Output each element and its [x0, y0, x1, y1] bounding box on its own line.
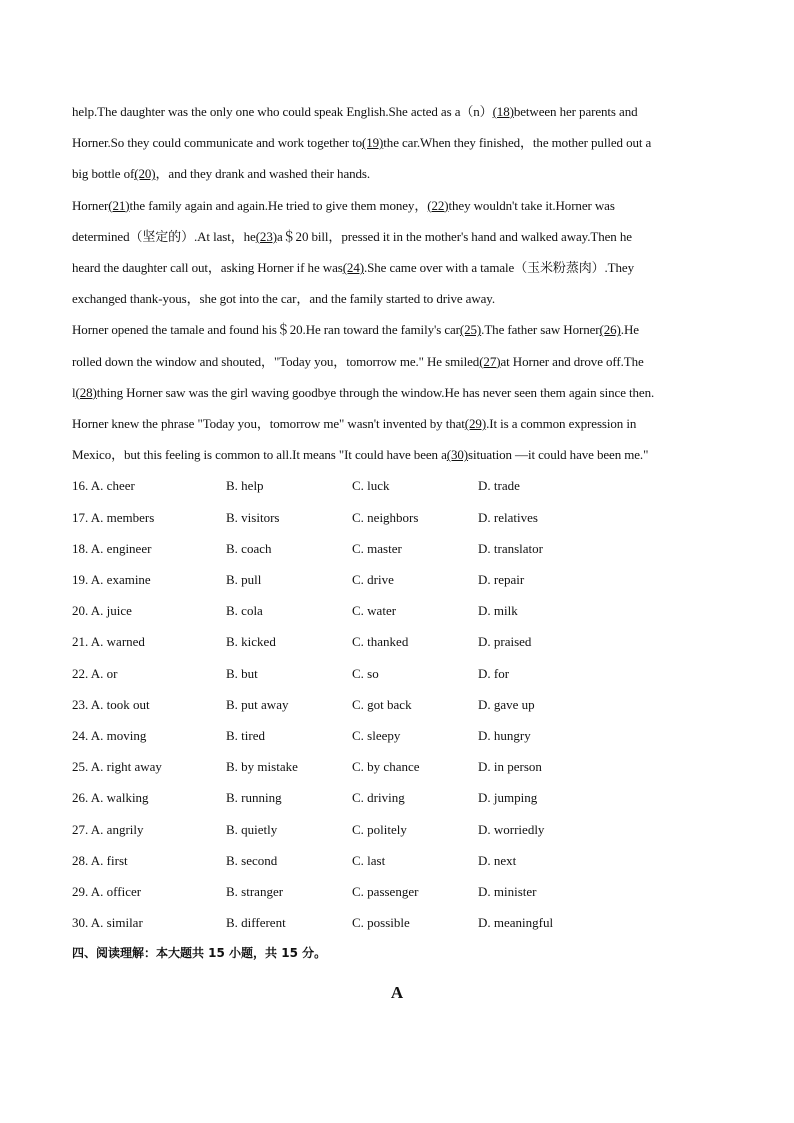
- option-d: D. jumping: [478, 790, 538, 806]
- question-row: [72, 845, 722, 876]
- passage-text: a＄20 bill，pressed it in the mother's hand and walked away.Then he: [276, 228, 632, 244]
- option-a: 16. A. cheer: [72, 478, 135, 494]
- passage-line: [72, 221, 722, 252]
- question-row: [72, 595, 722, 626]
- option-b: B. second: [226, 852, 278, 868]
- option-d: D. next: [478, 852, 517, 868]
- option-d: D. worriedly: [478, 821, 545, 837]
- option-d: D. translator: [478, 540, 543, 556]
- option-b: B. pull: [226, 572, 262, 587]
- option-d: D. hungry: [478, 727, 531, 743]
- option-a: 18. A. engineer: [72, 540, 152, 556]
- passage-text: Horner knew the phrase "Today you，tomorrow me" wasn't invented by that: [72, 416, 465, 432]
- option-b: B. kicked: [226, 634, 276, 650]
- blank-number: (18): [492, 104, 514, 119]
- passage-text: big bottle of: [72, 166, 135, 182]
- question-row: [72, 658, 722, 689]
- option-c: C. driving: [352, 790, 405, 806]
- question-row: [72, 470, 722, 501]
- option-b: B. visitors: [226, 509, 280, 525]
- passage-text: at Horner and drove off.The: [500, 353, 644, 369]
- passage-text: exchanged thank-yous，she got into the car，and the family started to drive away.: [72, 291, 496, 307]
- option-a: 28. A. first: [72, 852, 128, 868]
- option-c: C. so: [352, 665, 379, 681]
- blank-number: (23): [255, 228, 277, 244]
- option-d: D. praised: [478, 634, 532, 650]
- passage-text: Horner.So they could communicate and work together to: [72, 135, 363, 151]
- blank-number: (30): [446, 447, 469, 463]
- passage-text: help.The daughter was the only one who could speak English.She acted as a（n）: [72, 104, 493, 119]
- passage-text: thing Horner saw was the girl waving goodbye through the window.He has never seen them again since then.: [96, 384, 655, 400]
- option-c: C. luck: [352, 478, 390, 494]
- option-d: D. minister: [478, 883, 537, 899]
- section-heading: 四、阅读理解：本大题共 15 小题，共 15 分。: [72, 946, 327, 961]
- option-c: C. master: [352, 540, 402, 556]
- passage-text: the car.When they finished，the mother pulled out a: [383, 135, 652, 151]
- option-c: C. possible: [352, 915, 410, 931]
- option-a: 25. A. right away: [72, 759, 162, 775]
- option-a: 19. A. examine: [72, 572, 151, 587]
- passage-text: Mexico，but this feeling is common to all.It means "It could have been a: [72, 447, 447, 463]
- option-a: 30. A. similar: [72, 915, 143, 931]
- option-d: D. gave up: [478, 696, 535, 712]
- question-row: [72, 814, 722, 845]
- cloze-passage: [72, 96, 722, 470]
- option-b: B. quietly: [226, 821, 278, 837]
- passage-text: Horner opened the tamale and found his＄20.He ran toward the family's car: [72, 322, 460, 338]
- blank-number: (25): [459, 322, 482, 338]
- answer-options-list: [72, 470, 722, 938]
- passage-line: [72, 314, 722, 345]
- blank-number: (27): [479, 353, 501, 369]
- option-b: B. different: [226, 915, 286, 931]
- option-d: D. trade: [478, 478, 520, 494]
- passage-text: .She came over with a tamale（玉米粉蒸肉）.They: [363, 260, 634, 276]
- passage-line: [72, 252, 722, 283]
- passage-text: .It is a common expression in: [486, 416, 637, 432]
- option-d: D. in person: [478, 759, 542, 775]
- passage-text: between her parents and: [513, 104, 638, 119]
- passage-text: Horner: [72, 197, 109, 213]
- passage-line: [72, 439, 722, 470]
- question-row: [72, 907, 722, 938]
- option-a: 23. A. took out: [72, 696, 150, 712]
- option-b: B. cola: [226, 603, 263, 619]
- question-row: [72, 720, 722, 751]
- option-c: C. water: [352, 603, 397, 619]
- passage-line: [72, 408, 722, 439]
- question-row: [72, 502, 722, 533]
- option-a: 20. A. juice: [72, 603, 132, 619]
- passage-text: rolled down the window and shouted，"Today you，tomorrow me." He smiled: [72, 353, 480, 369]
- blank-number: (24): [342, 260, 364, 276]
- option-c: C. drive: [352, 572, 394, 587]
- option-c: C. last: [352, 852, 386, 868]
- blank-number: (26): [599, 322, 621, 338]
- blank-number: (22): [427, 197, 449, 213]
- question-row: [72, 564, 722, 595]
- option-b: B. help: [226, 478, 264, 494]
- option-b: B. put away: [226, 696, 289, 712]
- question-row: [72, 689, 722, 720]
- passage-text: ，and they drank and washed their hands.: [155, 166, 371, 182]
- option-d: D. for: [478, 665, 510, 681]
- option-b: B. but: [226, 665, 258, 681]
- blank-number: (21): [108, 197, 130, 213]
- option-a: 21. A. warned: [72, 634, 145, 650]
- passage-line: [72, 96, 722, 127]
- option-c: C. by chance: [352, 759, 420, 775]
- option-d: D. repair: [478, 572, 525, 587]
- passage-line: [72, 127, 722, 158]
- option-a: 27. A. angrily: [72, 821, 144, 837]
- passage-text: they wouldn't take it.Horner was: [448, 197, 615, 213]
- option-b: B. stranger: [226, 883, 284, 899]
- option-a: 24. A. moving: [72, 727, 147, 743]
- option-b: B. by mistake: [226, 759, 298, 775]
- passage-text: heard the daughter call out，asking Horner if he was: [72, 260, 343, 276]
- option-c: C. thanked: [352, 634, 409, 650]
- passage-line: [72, 346, 722, 377]
- option-c: C. sleepy: [352, 727, 401, 743]
- question-row: [72, 533, 722, 564]
- option-d: D. milk: [478, 603, 518, 619]
- passage-text: .He: [620, 322, 639, 338]
- option-a: 17. A. members: [72, 509, 155, 525]
- option-a: 29. A. officer: [72, 883, 142, 899]
- passage-text: situation —it could have been me.": [468, 447, 649, 463]
- option-b: B. tired: [226, 727, 265, 743]
- passage-text: determined（坚定的）.At last，he: [72, 228, 256, 244]
- passage-text: the family again and again.He tried to give them money，: [129, 197, 428, 213]
- passage-text: .The father saw Horner: [481, 322, 600, 338]
- option-d: D. meaningful: [478, 915, 554, 931]
- passage-line: [72, 283, 722, 314]
- blank-number: (28): [75, 384, 97, 400]
- blank-number: (20): [134, 166, 156, 182]
- option-b: B. running: [226, 790, 282, 806]
- question-row: [72, 751, 722, 782]
- blank-number: (29): [464, 416, 487, 432]
- option-c: C. got back: [352, 696, 412, 712]
- passage-text: l: [72, 384, 76, 400]
- option-c: C. politely: [352, 821, 407, 837]
- option-a: 26. A. walking: [72, 790, 149, 806]
- option-c: C. passenger: [352, 883, 419, 899]
- option-a: 22. A. or: [72, 665, 118, 681]
- option-c: C. neighbors: [352, 509, 419, 525]
- passage-line: [72, 158, 722, 189]
- question-row: [72, 782, 722, 813]
- question-row: [72, 876, 722, 907]
- document-page: [72, 96, 722, 1003]
- option-b: B. coach: [226, 540, 272, 556]
- question-row: [72, 626, 722, 657]
- passage-line: [72, 377, 722, 408]
- blank-number: (19): [362, 135, 384, 151]
- section-letter: A: [390, 983, 404, 1003]
- passage-line: [72, 190, 722, 221]
- option-d: D. relatives: [478, 509, 538, 525]
